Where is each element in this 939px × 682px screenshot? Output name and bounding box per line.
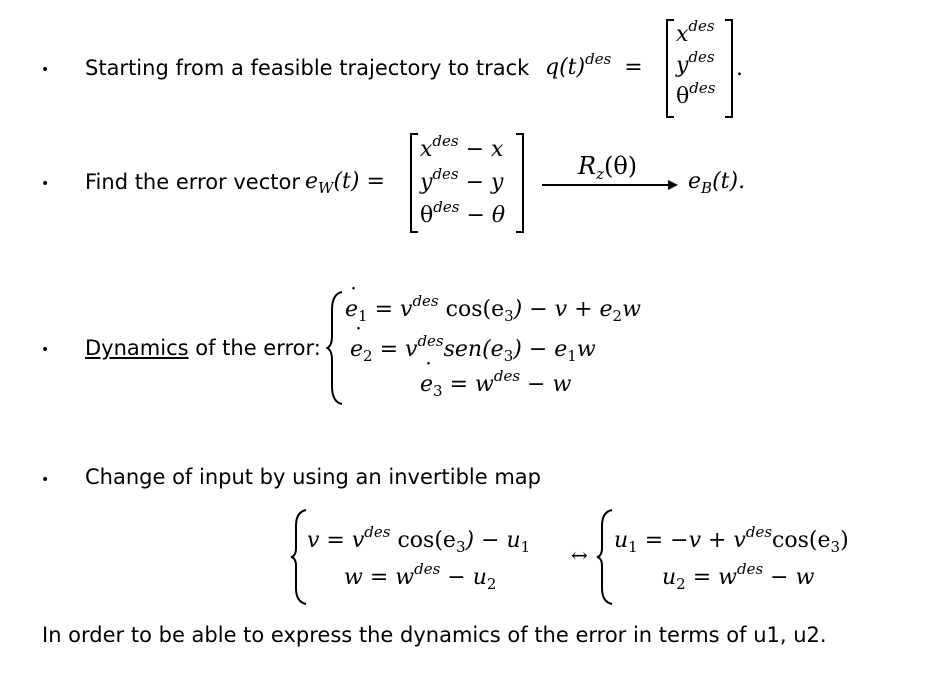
line1-bracket-right [725, 19, 733, 118]
footer-text: In order to be able to express the dynamics of the error in terms of u1, u2. [42, 623, 827, 647]
line3-brace-icon [326, 290, 346, 406]
dyn-eq-2: e $˙_2 = v^{des}sen(e_3) - e_1w$ [350, 337, 596, 362]
line1-text: Starting from a feasible trajectory to track [85, 56, 530, 80]
map-right-eq-1: $u_1 = -v + v^{des}\cos(e_3)$ [614, 523, 849, 556]
line3-label: Dynamics of the error: [85, 336, 321, 360]
map-right-brace-icon [596, 508, 616, 606]
map-left-eq-2: $w = w^{des} - u_2$ [344, 560, 497, 593]
dyn-eq-1: e $˙_1 = v^{des}$ $\cos(e_3) - v + e_2w$ [345, 297, 641, 322]
rotation-arrow-icon [540, 178, 680, 192]
line2-text: Find the error vector [85, 170, 300, 194]
dyn-eq-3: e $˙_3 = w^{des} - w$ [420, 372, 571, 397]
bullet-1: • [41, 62, 50, 78]
line4-text: Change of input by using an invertible map [85, 465, 541, 489]
line1-period: . [736, 56, 743, 81]
bullet-4: • [41, 472, 50, 488]
line1-vector: $x^{des}$ $y^{des}$ $\theta^{des}$ [676, 17, 716, 109]
line2-bracket-right [516, 133, 524, 233]
bullet-2: • [41, 176, 50, 192]
bullet-3: • [41, 342, 50, 358]
map-left-brace-icon [290, 508, 310, 606]
line2-lhs: $e_W(t)$ = [305, 169, 385, 197]
arrow-label: $R_z(\theta)$ [578, 152, 638, 183]
map-left-eq-1: $v = v^{des}$ $\cos(e_3) - u_1$ [307, 523, 531, 556]
line1-lhs: $q(t)^{des}$ = [545, 50, 643, 80]
line2-vector: $x^{des} - x$ $y^{des} - y$ $\theta^{des} - \theta$ [420, 132, 506, 228]
line2-result: $e_B(t)$. [688, 169, 746, 197]
line2-bracket-left [410, 133, 418, 233]
bidirectional-arrow-icon: ↔ [571, 543, 588, 567]
map-right-eq-2: $u_2 = w^{des} - w$ [662, 560, 815, 593]
line1-bracket-left [666, 19, 674, 118]
